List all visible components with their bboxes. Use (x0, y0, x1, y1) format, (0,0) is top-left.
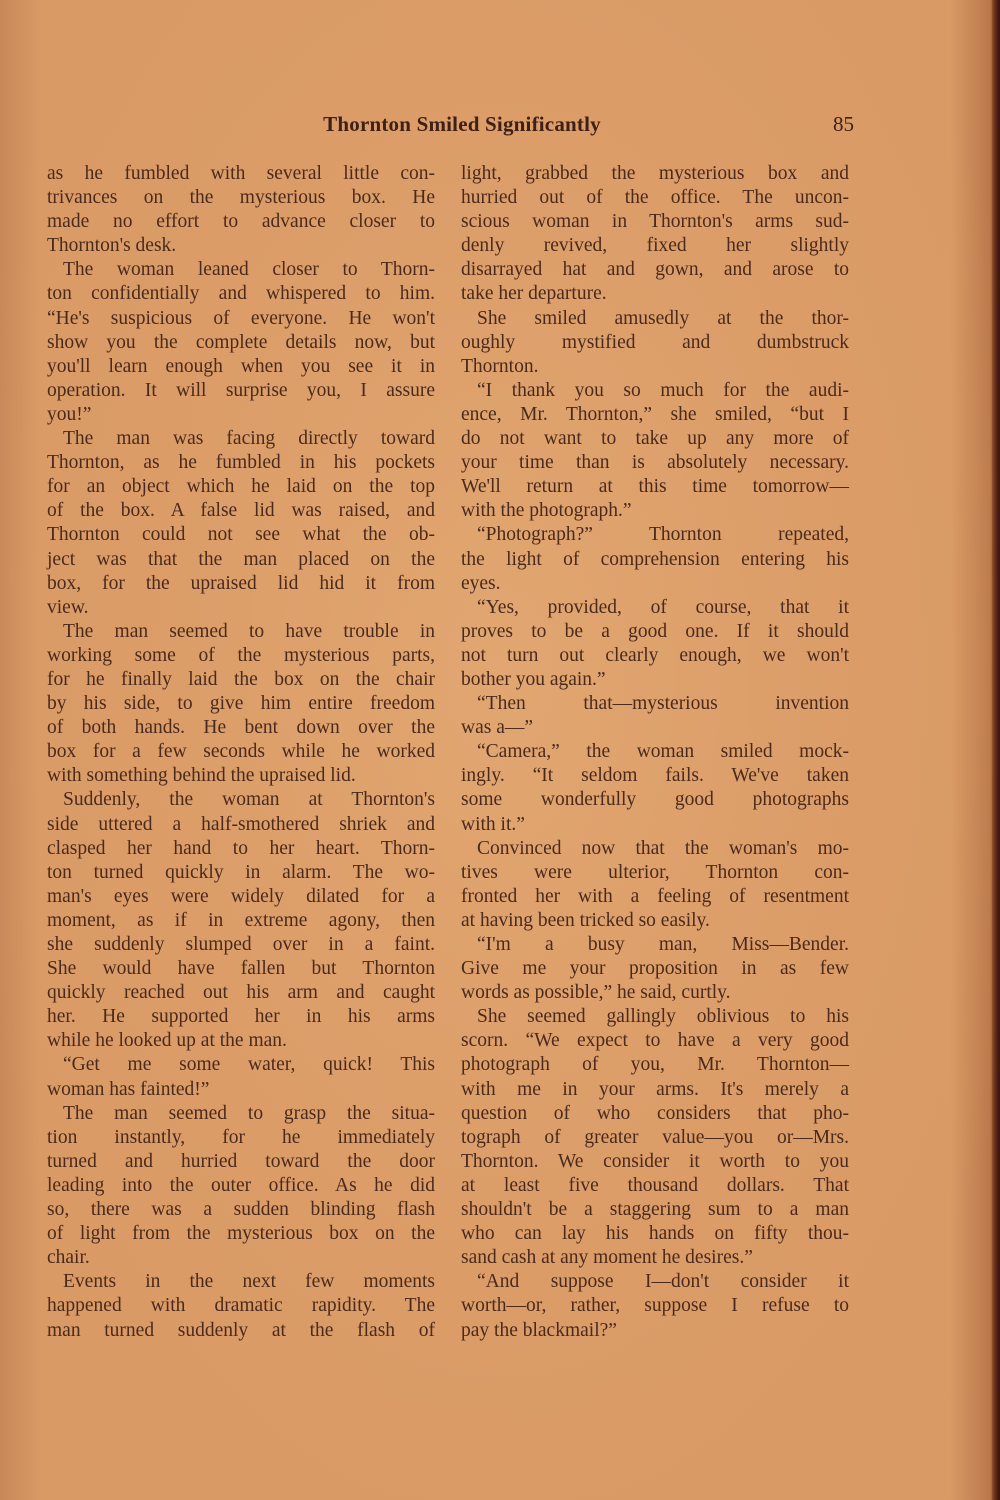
text-line: with me in your arms. It's merely a (461, 1078, 849, 1100)
text-line: pay the blackmail?” (461, 1319, 617, 1341)
text-line: so, there was a sudden blinding flash (47, 1199, 435, 1221)
text-line: man's eyes were widely dilated for a (47, 885, 435, 907)
text-line: side uttered a half-smothered shriek and (47, 813, 435, 835)
text-line: with the photograph.” (461, 500, 632, 522)
text-line: Events in the next few moments (63, 1271, 435, 1293)
text-line: as he fumbled with several little con- (47, 163, 435, 184)
text-line: Thornton's desk. (47, 235, 177, 257)
text-line: with something behind the upraised lid. (47, 765, 356, 787)
text-line: tograph of greater value—you or—Mrs. (461, 1126, 849, 1148)
text-line: operation. It will surprise you, I assure (47, 379, 435, 401)
text-line: eyes. (461, 572, 501, 594)
text-line: ingly. “It seldom fails. We've taken (461, 765, 849, 787)
text-line: light, grabbed the mysterious box and (461, 163, 849, 184)
text-line: was a—” (461, 717, 534, 739)
right-text-column (461, 162, 849, 1343)
text-line: “Photograph?” Thornton repeated, (477, 524, 849, 546)
text-line: some wonderfully good photographs (461, 789, 849, 811)
text-line: scious woman in Thornton's arms sud- (461, 211, 849, 233)
text-line: happened with dramatic rapidity. The (47, 1295, 435, 1317)
text-line: box, for the upraised lid hid it from (47, 572, 435, 594)
text-line: turned and hurried toward the door (47, 1150, 435, 1172)
text-line: disarrayed hat and gown, and arose to (461, 259, 849, 281)
text-line: denly revived, fixed her slightly (461, 235, 849, 257)
text-line: woman has fainted!” (47, 1078, 210, 1100)
text-line: of both hands. He bent down over the (47, 717, 435, 739)
text-line: made no effort to advance closer to (47, 211, 435, 233)
text-line: “I'm a busy man, Miss—Bender. (477, 934, 849, 955)
text-line: for he finally laid the box on the chair (47, 668, 435, 690)
text-line: fronted her with a feeling of resentment (461, 885, 849, 907)
page-header (46, 112, 878, 142)
page-number: 85 (833, 112, 854, 136)
text-line: She seemed gallingly oblivious to his (477, 1006, 849, 1028)
text-line: The man seemed to grasp the situa- (63, 1102, 435, 1124)
left-text-column (47, 162, 435, 1343)
text-line: worth—or, rather, suppose I refuse to (461, 1295, 849, 1317)
text-line: Suddenly, the woman at Thornton's (63, 789, 435, 811)
text-line: of light from the mysterious box on the (47, 1223, 435, 1245)
text-line: for an object which he laid on the top (47, 476, 435, 498)
text-line: man turned suddenly at the flash of (47, 1319, 435, 1341)
text-line: Convinced now that the woman's mo- (477, 837, 849, 859)
text-line: “And suppose I—don't consider it (477, 1271, 849, 1293)
text-line: while he looked up at the man. (47, 1030, 287, 1052)
text-line: The man seemed to have trouble in (63, 620, 435, 642)
text-line: with it.” (461, 813, 525, 835)
text-line: “Get me some water, quick! This (63, 1054, 435, 1076)
text-line: leading into the outer office. As he did (47, 1174, 435, 1196)
text-line: words as possible,” he said, curtly. (461, 982, 731, 1004)
text-line: ject was that the man placed on the (47, 548, 435, 570)
text-line: quickly reached out his arm and caught (47, 982, 435, 1004)
text-line: show you the complete details now, but (47, 331, 435, 353)
text-line: moment, as if in extreme agony, then (47, 909, 435, 931)
text-line: She smiled amusedly at the thor- (477, 307, 849, 329)
text-line: “Yes, provided, of course, that it (477, 596, 849, 618)
text-line: at least five thousand dollars. That (461, 1174, 849, 1196)
text-line: you!” (47, 403, 92, 425)
text-line: scorn. “We expect to have a very good (461, 1030, 849, 1052)
text-line: she suddenly slumped over in a faint. (47, 934, 435, 955)
text-line: who can lay his hands on fifty thou- (461, 1223, 849, 1245)
text-line: shouldn't be a staggering sum to a man (461, 1199, 849, 1221)
running-title: Thornton Smiled Significantly (323, 112, 601, 136)
text-line: of the box. A false lid was raised, and (47, 500, 435, 522)
text-line: view. (47, 596, 89, 618)
text-line: tion instantly, for he immediately (47, 1126, 435, 1148)
text-line: sand cash at any moment he desires.” (461, 1247, 753, 1269)
text-line: The woman leaned closer to Thorn- (63, 259, 435, 281)
text-line: Thornton. We consider it worth to you (461, 1150, 849, 1172)
text-line: ton confidentially and whispered to him. (47, 283, 435, 305)
text-line: Thornton, as he fumbled in his pockets (47, 452, 435, 474)
text-line: “He's suspicious of everyone. He won't (47, 307, 435, 329)
text-line: “I thank you so much for the audi- (477, 379, 849, 401)
text-line: photograph of you, Mr. Thornton— (461, 1054, 849, 1076)
text-line: by his side, to give him entire freedom (47, 693, 435, 715)
text-line: at having been tricked so easily. (461, 909, 710, 931)
text-line: not turn out clearly enough, we won't (461, 644, 849, 666)
text-line: proves to be a good one. If it should (461, 620, 849, 642)
text-line: working some of the mysterious parts, (47, 644, 435, 666)
text-line: bother you again.” (461, 668, 606, 690)
text-line: clasped her hand to her heart. Thorn- (47, 837, 435, 859)
text-line: “Camera,” the woman smiled mock- (477, 741, 849, 763)
text-line: take her departure. (461, 283, 607, 305)
text-line: trivances on the mysterious box. He (47, 187, 435, 209)
text-line: the light of comprehension entering his (461, 548, 849, 570)
text-line: She would have fallen but Thornton (47, 958, 435, 980)
text-line: box for a few seconds while he worked (47, 741, 435, 763)
text-line: chair. (47, 1247, 90, 1269)
text-line: tives were ulterior, Thornton con- (461, 861, 849, 883)
text-line: do not want to take up any more of (461, 428, 849, 450)
text-line: oughly mystified and dumbstruck (461, 331, 849, 353)
page-edge-shadow (992, 0, 1000, 1500)
text-line: Thornton could not see what the ob- (47, 524, 435, 546)
text-line: ton turned quickly in alarm. The wo- (47, 861, 435, 883)
text-line: hurried out of the office. The uncon- (461, 187, 849, 209)
text-line: you'll learn enough when you see it in (47, 355, 435, 377)
text-line: We'll return at this time tomorrow— (461, 476, 849, 498)
text-line: her. He supported her in his arms (47, 1006, 435, 1028)
text-line: ence, Mr. Thornton,” she smiled, “but I (461, 403, 849, 425)
text-line: your time than is absolutely necessary. (461, 452, 849, 474)
text-line: Give me your proposition in as few (461, 958, 849, 980)
text-line: The man was facing directly toward (63, 428, 435, 450)
text-line: Thornton. (461, 355, 539, 377)
text-line: “Then that—mysterious invention (477, 693, 849, 715)
text-line: question of who considers that pho- (461, 1102, 849, 1124)
